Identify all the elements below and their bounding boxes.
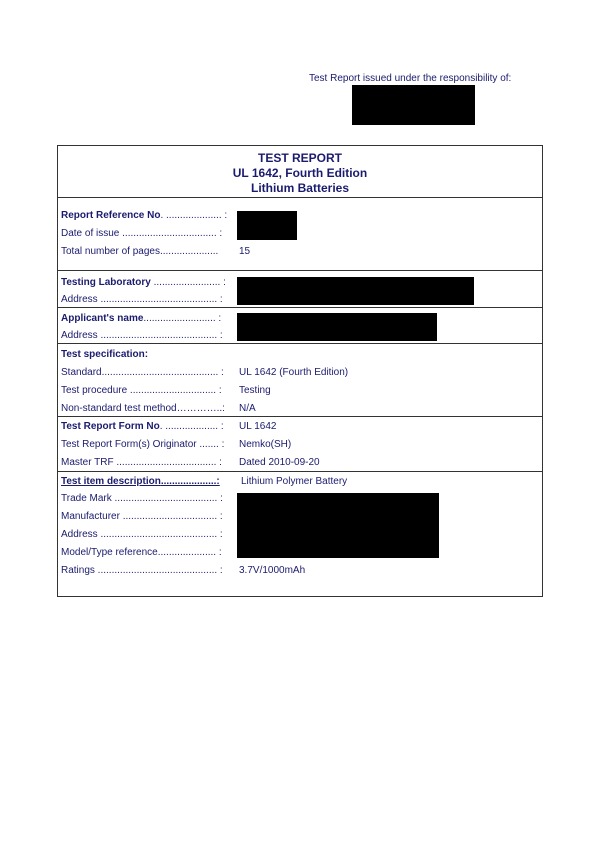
master-trf-label: Master TRF .................................... : <box>61 457 222 468</box>
redacted-applicant <box>237 313 437 341</box>
trf-number-label: Test Report Form No. ................... : <box>61 421 224 432</box>
date-of-issue-label: Date of issue .................................. : <box>61 228 223 239</box>
redacted-laboratory <box>237 277 474 305</box>
trf-originator-label: Test Report Form(s) Originator ....... : <box>61 439 225 450</box>
ratings-label: Ratings ........................................... : <box>61 565 223 576</box>
lab-address-label: Address .......................................... : <box>61 294 223 305</box>
test-item-description-value: Lithium Polymer Battery <box>241 476 348 487</box>
report-title: TEST REPORT <box>257 151 342 165</box>
report-standard: UL 1642, Fourth Edition <box>232 166 368 180</box>
report-reference-label: Report Reference No. .................... : <box>61 210 228 221</box>
redacted-reference <box>237 211 297 240</box>
divider <box>57 197 543 198</box>
non-standard-method-value: N/A <box>239 403 256 414</box>
total-pages-value: 15 <box>239 246 251 257</box>
report-subject: Lithium Batteries <box>250 181 349 195</box>
trade-mark-label: Trade Mark ..................................... : <box>61 493 223 504</box>
applicant-name-label: Applicant's name.......................... : <box>61 313 222 324</box>
test-specification-heading: Test specification: <box>61 349 149 360</box>
standard-label: Standard.......................................... : <box>61 367 224 378</box>
test-procedure-value: Testing <box>239 385 271 396</box>
divider <box>57 471 543 472</box>
master-trf-value: Dated 2010-09-20 <box>239 457 320 468</box>
redacted-item-details <box>237 493 439 558</box>
issuer-note: Test Report issued under the responsibility of: <box>309 73 512 84</box>
divider <box>57 416 543 417</box>
non-standard-method-label: Non-standard test method…………..: <box>61 403 225 414</box>
ratings-value: 3.7V/1000mAh <box>239 565 306 576</box>
manufacturer-label: Manufacturer .................................. : <box>61 511 223 522</box>
manufacturer-address-label: Address .......................................... : <box>61 529 223 540</box>
divider <box>57 343 543 344</box>
applicant-address-label: Address .......................................... : <box>61 330 223 341</box>
testing-laboratory-label: Testing Laboratory ........................ : <box>61 277 226 288</box>
divider <box>57 307 543 308</box>
trf-number-value: UL 1642 <box>239 421 277 432</box>
total-pages-label: Total number of pages..................... <box>61 246 219 257</box>
redacted-issuer-logo <box>352 85 475 125</box>
divider <box>57 270 543 271</box>
trf-originator-value: Nemko(SH) <box>239 439 292 450</box>
test-item-description-label: Test item description....................: <box>61 476 220 487</box>
test-procedure-label: Test procedure ............................... : <box>61 385 222 396</box>
model-type-reference-label: Model/Type reference..................... : <box>61 547 222 558</box>
standard-value: UL 1642 (Fourth Edition) <box>239 367 349 378</box>
